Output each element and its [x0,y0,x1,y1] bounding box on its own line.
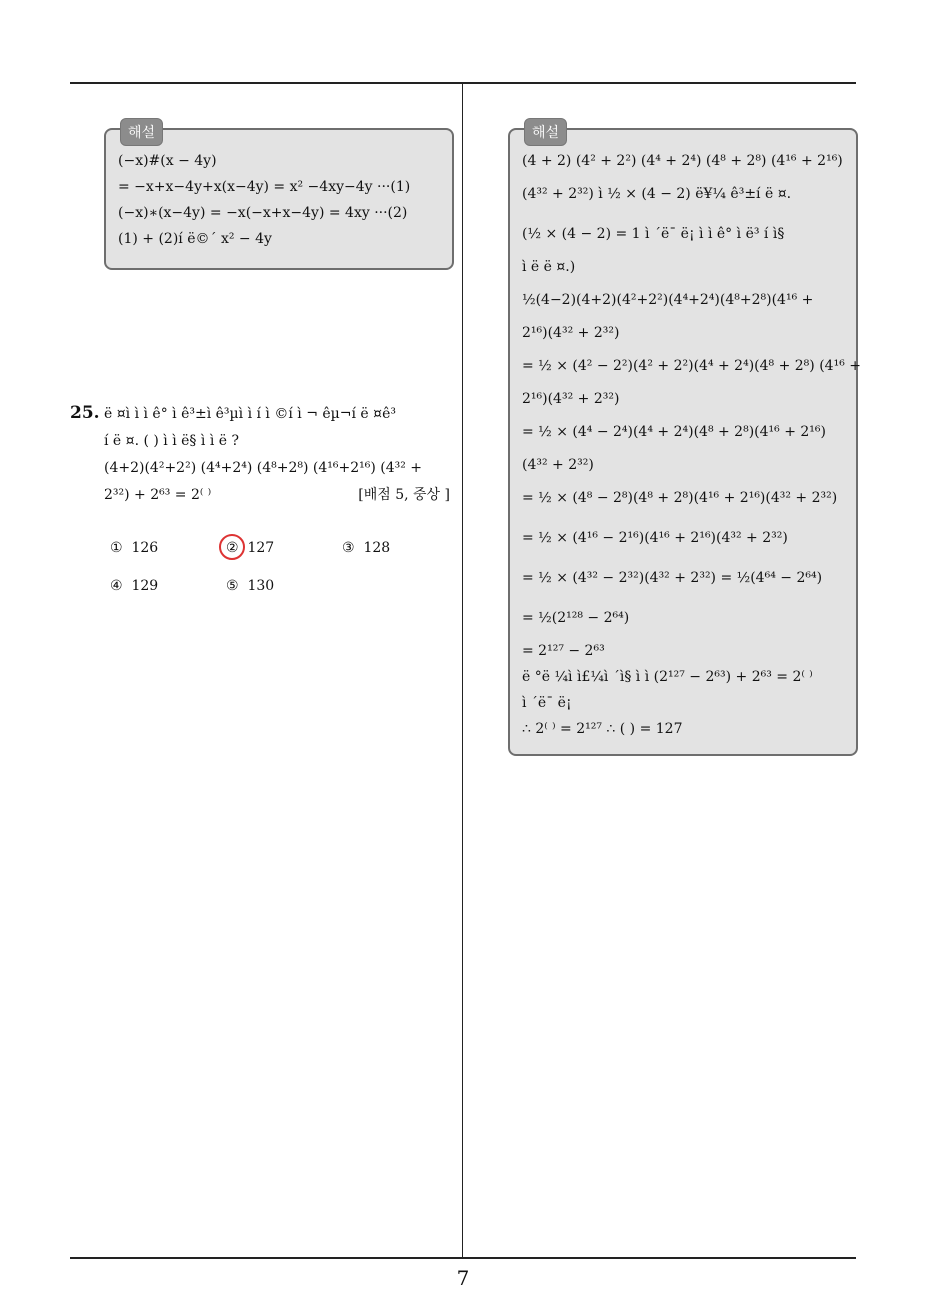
choice-value: 127 [247,540,275,556]
choice-value: 128 [363,540,391,556]
selected-answer-circle [219,534,245,560]
choice-value: 126 [131,540,159,556]
choice-mark: ② [226,540,239,556]
solution-line: = −x+x−4y+x(x−4y) = x² −4xy−4y ···(1) [118,179,411,195]
choice-value: 129 [131,578,159,594]
question-expression: 2³²) + 2⁶³ = 2⁽ ⁾ [104,487,212,503]
choice-4[interactable] [110,578,158,594]
solution-line: = ½ × (4¹⁶ − 2¹⁶)(4¹⁶ + 2¹⁶)(4³² + 2³²) [522,530,788,546]
right-solution-box [508,125,861,756]
score-label: [배점 5, 중상 ] [358,487,450,503]
question-number: 25. [70,403,100,423]
column-divider [462,84,463,1258]
solution-line: (4 + 2) (4² + 2²) (4⁴ + 2⁴) (4⁸ + 2⁸) (4¹⁶ + 2¹⁶) [522,153,843,169]
choice-mark: ③ [342,540,355,556]
choice-mark: ⑤ [226,578,239,594]
choice-1[interactable] [110,540,158,556]
solution-line: 2¹⁶)(4³² + 2³²) [522,325,620,341]
solution-line: 2¹⁶)(4³² + 2³²) [522,391,620,407]
solution-line: ∴ 2⁽ ⁾ = 2¹²⁷ ∴ ( ) = 127 [522,721,683,737]
question-text: í ë ¤. ( ) ì ì ë§ ì ì ë ? [104,433,239,449]
solution-tag: 해설 [120,118,163,146]
solution-line: = ½ × (4⁴ − 2⁴)(4⁴ + 2⁴)(4⁸ + 2⁸)(4¹⁶ + 2¹⁶) [522,424,826,440]
left-solution-box [104,125,454,270]
choice-mark: ④ [110,578,123,594]
solution-line: = ½(2¹²⁸ − 2⁶⁴) [522,610,630,626]
bottom-rule [70,1257,856,1259]
choice-3[interactable] [342,540,390,556]
page-number: 7 [456,1266,470,1290]
solution-line: ½(4−2)(4+2)(4²+2²)(4⁴+2⁴)(4⁸+2⁸)(4¹⁶ + [522,292,814,308]
choice-5[interactable] [226,578,274,594]
solution-line: (4³² + 2³²) [522,457,594,473]
solution-tag: 해설 [524,118,567,146]
solution-line: ë °ë ¼ì ì£¼ì ´ì§ ì ì (2¹²⁷ − 2⁶³) + 2⁶³ = 2⁽ ⁾ [522,669,813,685]
solution-line: (½ × (4 − 2) = 1 ì ´ë¯ ë¡ ì ì ê° ì ë³ í ì§ [522,226,785,242]
question-25 [70,400,450,509]
solution-line: (−x)∗(x−4y) = −x(−x+x−4y) = 4xy ···(2) [118,205,408,221]
solution-line: = ½ × (4⁸ − 2⁸)(4⁸ + 2⁸)(4¹⁶ + 2¹⁶)(4³² + 2³²) [522,490,838,506]
solution-line: = 2¹²⁷ − 2⁶³ [522,643,605,659]
solution-line: (1) + (2)í ë©´ x² − 4y [118,231,272,247]
question-text: ë ¤ì ì ì ê° ì ê³±ì ê³µì ì í ì ©í ì ¬ êµ¬í ë ¤ê³ [104,406,396,422]
solution-line: = ½ × (4³² − 2³²)(4³² + 2³²) = ½(4⁶⁴ − 2⁶⁴) [522,570,823,586]
question-expression: (4+2)(4²+2²) (4⁴+2⁴) (4⁸+2⁸) (4¹⁶+2¹⁶) (4³² + [104,460,423,476]
solution-line: ì ë ë ¤.) [522,259,576,275]
choice-mark: ① [110,540,123,556]
choice-value: 130 [247,578,275,594]
solution-line: (−x)#(x − 4y) [118,153,217,169]
solution-line: (4³² + 2³²) ì ½ × (4 − 2) ë¥¼ ê³±í ë ¤. [522,186,792,202]
solution-line: = ½ × (4² − 2²)(4² + 2²)(4⁴ + 2⁴)(4⁸ + 2⁸) (4¹⁶ + [522,358,861,374]
solution-line: ì ´ë¯ ë¡ [522,695,572,711]
top-rule [70,82,856,84]
